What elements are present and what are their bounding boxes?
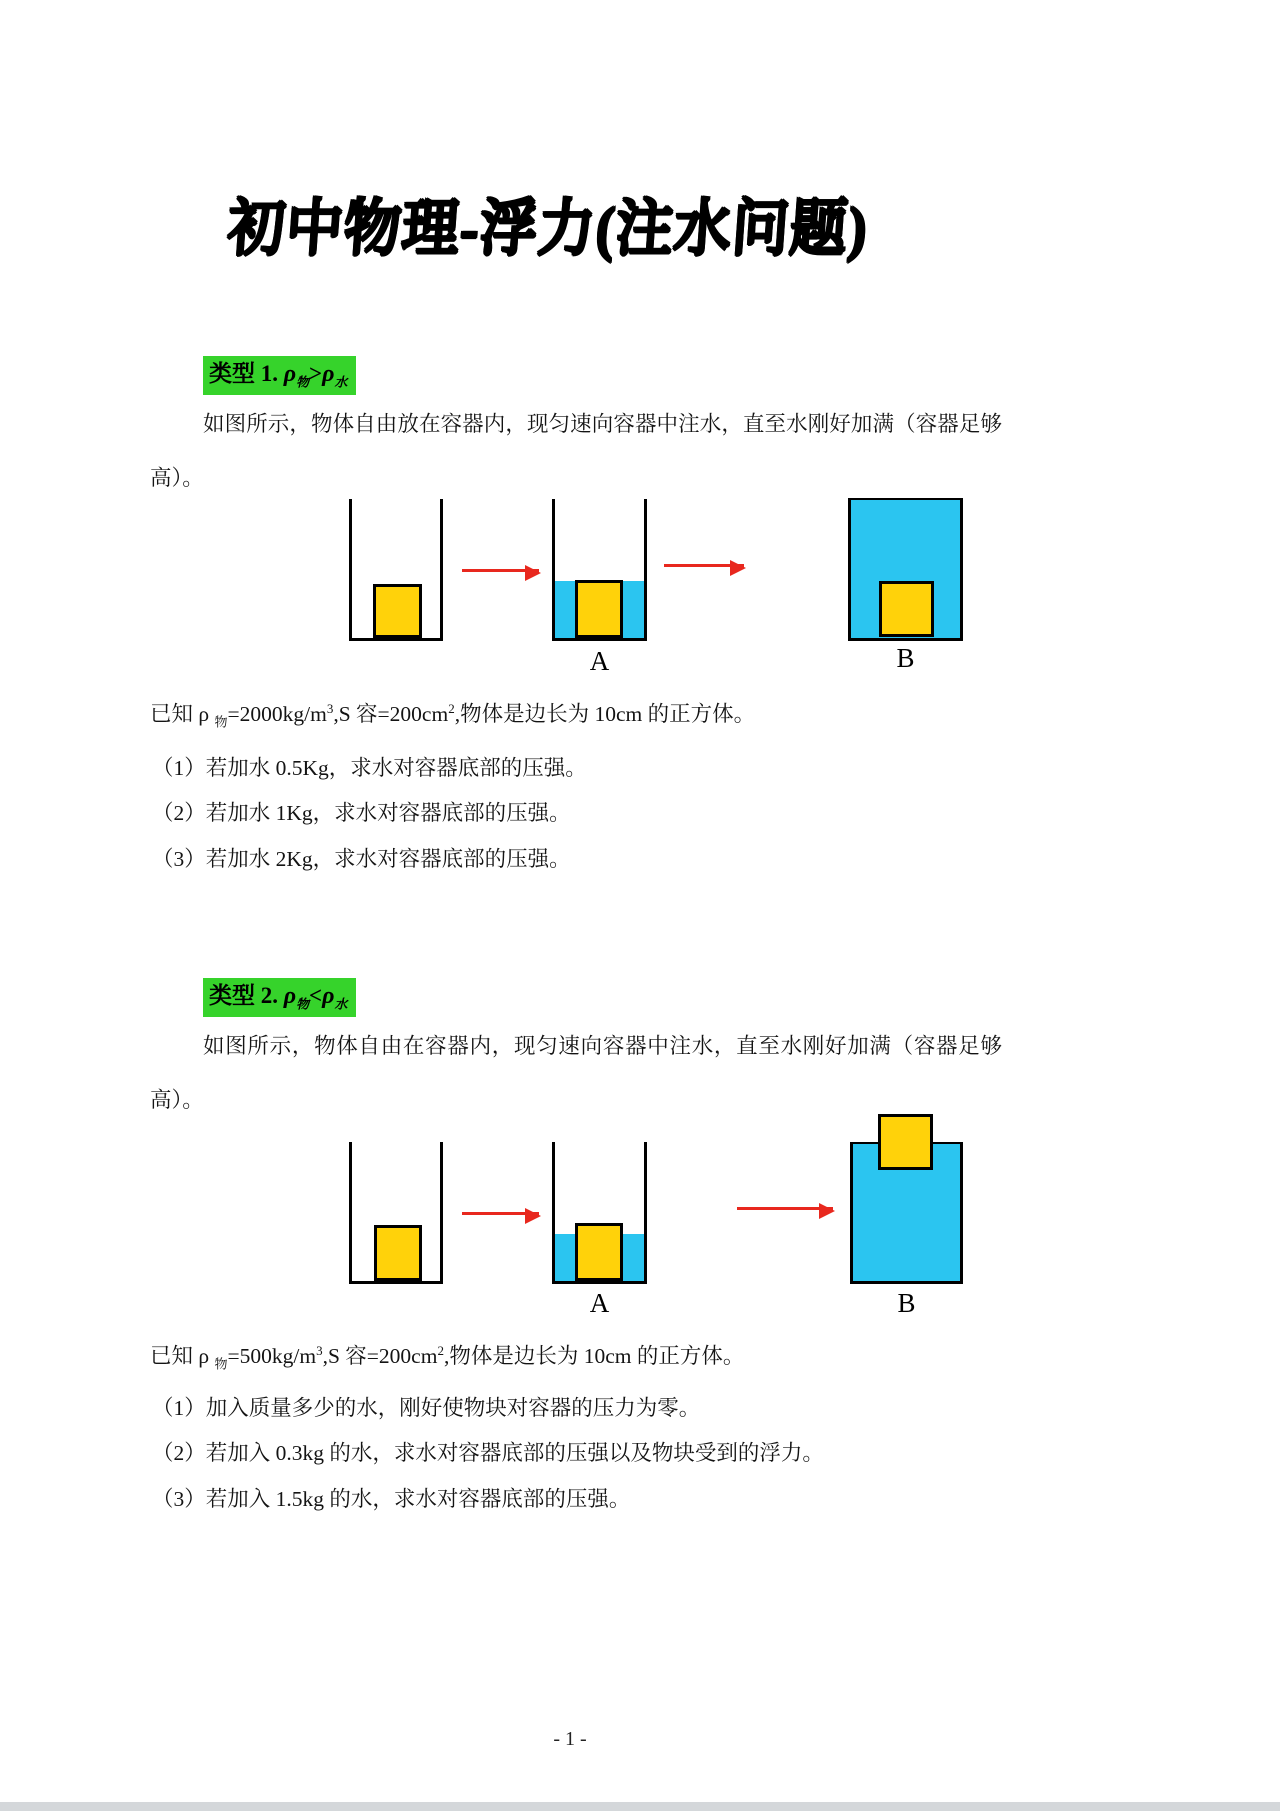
given-text: 已知 ρ	[150, 702, 215, 726]
figure1-label-b: B	[896, 643, 915, 673]
yellow-block	[879, 581, 934, 637]
exponent: 2	[437, 1342, 444, 1358]
arrow-right-icon	[737, 1207, 833, 1210]
rho-symbol: ρ	[283, 361, 297, 387]
question-3: （3）若加入 1.5kg 的水，求水对容器底部的压强。	[152, 1487, 631, 1511]
section1-given-line	[150, 697, 755, 730]
exponent: 3	[316, 1342, 323, 1358]
page-bottom-edge	[0, 1802, 1280, 1811]
given-text: ,物体是边长为 10cm 的正方体。	[454, 702, 756, 726]
rho-subscript-water: 水	[334, 375, 348, 390]
rho-subscript-object: 物	[214, 1356, 228, 1372]
type1-heading	[203, 356, 356, 395]
page-title: 初中物理-浮力(注水问题)	[224, 193, 870, 262]
given-text: =2000kg/m	[227, 702, 327, 726]
rho-symbol: ρ	[322, 361, 335, 387]
figure2-container-a	[552, 1142, 647, 1284]
given-text: ,S 容=200cm	[333, 702, 449, 726]
exponent: 2	[448, 700, 455, 716]
rho-symbol: ρ	[322, 983, 335, 1009]
arrow-right-icon	[462, 1212, 539, 1215]
given-text: ,S 容=200cm	[322, 1344, 438, 1368]
figure1-container-b	[848, 498, 963, 641]
question-3: （3）若加水 2Kg，求水对容器底部的压强。	[152, 847, 571, 871]
type2-heading-label: 类型 2.	[209, 983, 284, 1008]
figure2-label-b: B	[897, 1288, 916, 1318]
type2-heading	[203, 978, 356, 1017]
greater-than-operator: >	[309, 361, 323, 386]
figure2-container-b	[850, 1142, 963, 1284]
figure2-label-a: A	[589, 1288, 610, 1318]
yellow-block	[373, 584, 422, 638]
figure1-label-a: A	[589, 646, 610, 676]
arrow-right-icon	[664, 564, 744, 567]
type1-heading-label: 类型 1.	[209, 361, 284, 386]
given-text: 已知 ρ	[150, 1344, 215, 1368]
rho-subscript-object: 物	[214, 714, 228, 730]
figure1-container-a	[552, 499, 647, 641]
given-text: =500kg/m	[227, 1344, 317, 1368]
yellow-block	[374, 1225, 422, 1281]
question-2: （2）若加入 0.3kg 的水，求水对容器底部的压强以及物块受到的浮力。	[152, 1441, 824, 1465]
section2-given-line	[150, 1339, 744, 1372]
less-than-operator: <	[309, 983, 323, 1008]
rho-subscript-object: 物	[296, 997, 310, 1012]
yellow-block	[575, 580, 623, 638]
rho-subscript-water: 水	[334, 997, 348, 1012]
arrow-right-icon	[462, 569, 539, 572]
exponent: 3	[326, 700, 334, 716]
given-text: ,物体是边长为 10cm 的正方体。	[443, 1344, 745, 1368]
floating-yellow-block	[878, 1114, 933, 1170]
yellow-block	[575, 1223, 623, 1281]
page-number: - 1 -	[553, 1728, 587, 1750]
rho-subscript-object: 物	[296, 375, 310, 390]
question-1: （1）加入质量多少的水，刚好使物块对容器的压力为零。	[152, 1396, 701, 1420]
section2-paragraph: 如图所示，物体自由在容器内，现匀速向容器中注水，直至水刚好加满（容器足够高）。	[150, 1034, 1002, 1112]
figure1-empty-container	[349, 499, 443, 641]
figure2-empty-container	[349, 1142, 443, 1284]
question-2: （2）若加水 1Kg，求水对容器底部的压强。	[152, 801, 571, 825]
section1-paragraph: 如图所示，物体自由放在容器内，现匀速向容器中注水，直至水刚好加满（容器足够高）。	[150, 412, 1002, 490]
rho-symbol: ρ	[283, 983, 297, 1009]
question-1: （1）若加水 0.5Kg，求水对容器底部的压强。	[152, 756, 587, 780]
